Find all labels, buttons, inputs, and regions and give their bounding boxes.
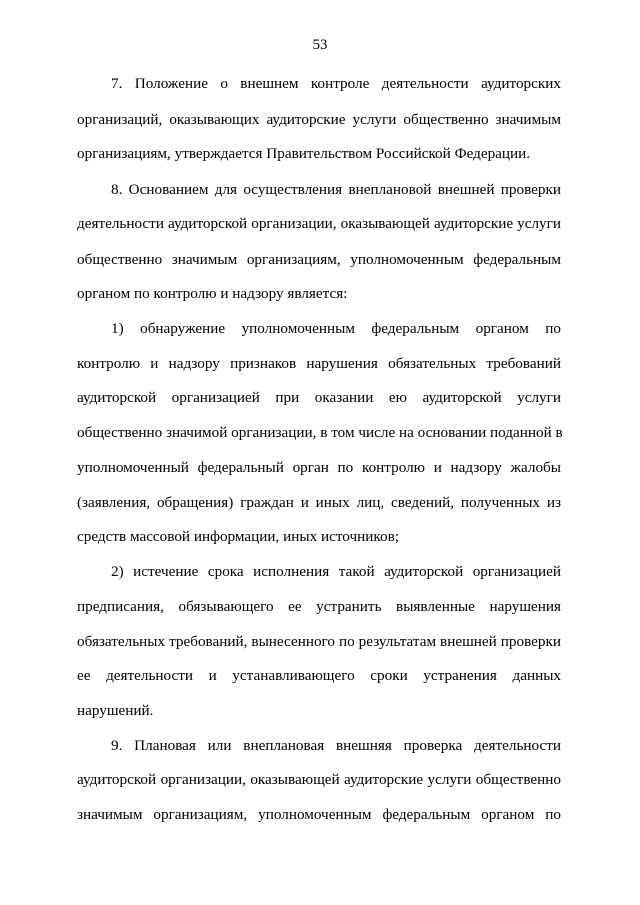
text-line: предписания, обязывающего ее устранить выявленные нарушения <box>77 598 561 615</box>
text-line: общественно значимой организации, в том числе на основании поданной в <box>77 424 563 441</box>
text-line: значимым организациям, уполномоченным федеральным органом по <box>77 806 561 823</box>
text-line: 7. Положение о внешнем контроле деятельности аудиторских <box>111 75 561 92</box>
text-line: организациям, утверждается Правительством Российской Федерации. <box>77 145 531 162</box>
text-line: средств массовой информации, иных источников; <box>77 528 399 545</box>
text-line: (заявления, обращения) граждан и иных лиц, сведений, полученных из <box>77 494 561 511</box>
text-line: 2) истечение срока исполнения такой аудиторской организацией <box>111 563 561 580</box>
text-line: 8. Основанием для осуществления внеплановой внешней проверки <box>111 181 561 198</box>
text-line: аудиторской организацией при оказании ею аудиторской услуги <box>77 389 561 406</box>
text-line: нарушений. <box>77 702 154 719</box>
text-line: организаций, оказывающих аудиторские услуги общественно значимым <box>77 111 561 128</box>
text-line: ее деятельности и устанавливающего сроки устранения данных <box>77 667 561 684</box>
text-line: аудиторской организации, оказывающей аудиторские услуги общественно <box>77 771 561 788</box>
text-line: общественно значимым организациям, уполномоченным федеральным <box>77 251 561 268</box>
text-line: органом по контролю и надзору является: <box>77 285 348 302</box>
text-line: уполномоченный федеральный орган по контролю и надзору жалобы <box>77 459 561 476</box>
text-line: 1) обнаружение уполномоченным федеральным органом по <box>111 320 561 337</box>
text-line: контролю и надзору признаков нарушения обязательных требований <box>77 355 561 372</box>
text-line: обязательных требований, вынесенного по результатам внешней проверки <box>77 633 561 650</box>
page-number: 53 <box>312 37 328 53</box>
text-line: деятельности аудиторской организации, оказывающей аудиторские услуги <box>77 215 561 232</box>
text-line: 9. Плановая или внеплановая внешняя проверка деятельности <box>111 737 561 754</box>
